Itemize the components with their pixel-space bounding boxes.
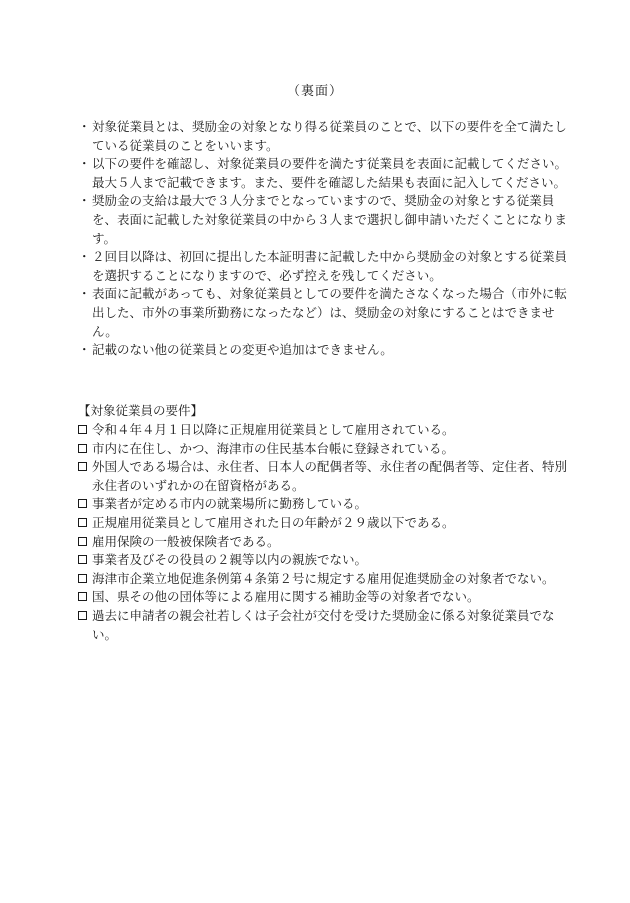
checkbox-square-icon xyxy=(78,611,87,620)
note-item xyxy=(78,155,578,192)
bullet-mark: ・ xyxy=(78,249,91,265)
checkbox-square-icon xyxy=(78,462,87,471)
bullet-mark: ・ xyxy=(78,342,91,358)
requirement-text: 事業者及びその役員の２親等以内の親族でない。 xyxy=(92,552,368,568)
requirement-item xyxy=(78,588,578,607)
requirement-text: 雇用保険の一般被保険者である。 xyxy=(92,533,280,549)
note-item xyxy=(78,341,578,360)
note-item xyxy=(78,192,578,248)
requirement-item xyxy=(78,421,578,440)
requirement-item xyxy=(78,495,578,514)
note-text: 対象従業員とは、奨励金の対象となり得る従業員のことで、以下の要件を全て満たしている従業員のことをいいます。 xyxy=(92,119,567,153)
requirement-text: 海津市企業立地促進条例第４条第２号に規定する雇用促進奨励金の対象者でない。 xyxy=(92,570,555,586)
checkbox-square-icon xyxy=(78,444,87,453)
bullet-mark: ・ xyxy=(78,119,91,134)
checkbox-square-icon xyxy=(78,537,87,546)
note-text: 奨励金の支給は最大で３人分までとなっていますので、奨励金の対象とする従業員を、表面に記載した対象従業員の中から３人まで選択し御申請いただくことになります。 xyxy=(92,193,568,246)
bullet-mark: ・ xyxy=(78,193,91,209)
requirement-text: 外国人である場合は、永住者、日本人の配偶者等、永住者の配偶者等、定住者、特別永住者のいずれかの在留資格がある。 xyxy=(92,459,568,493)
requirements-heading: 【対象従業員の要件】 xyxy=(78,403,204,418)
note-text: ２回目以降は、初回に提出した本証明書に記載した中から奨励金の対象とする従業員を選択することになりますので、必ず控えを残してください。 xyxy=(92,249,568,283)
checkbox-square-icon xyxy=(78,499,87,508)
requirement-text: 国、県その他の団体等による雇用に関する補助金等の対象者でない。 xyxy=(92,589,480,605)
page-title: （裏面） xyxy=(286,84,343,99)
bullet-mark: ・ xyxy=(78,156,91,172)
note-item xyxy=(78,248,578,285)
requirement-item xyxy=(78,458,578,495)
checkbox-square-icon xyxy=(78,425,87,434)
requirement-item xyxy=(78,533,578,552)
requirement-item xyxy=(78,551,578,570)
requirement-text: 事業者が定める市内の就業場所に勤務している。 xyxy=(92,496,368,512)
checkbox-square-icon xyxy=(78,592,87,601)
note-text: 表面に記載があっても、対象従業員としての要件を満たさなくなった場合（市外に転出した、市外の事業所勤務になったなど）は、奨励金の対象にすることはできません。 xyxy=(92,286,567,339)
checkbox-square-icon xyxy=(78,555,87,564)
note-text: 記載のない他の従業員との変更や追加はできません。 xyxy=(92,342,393,358)
note-item xyxy=(78,118,578,155)
requirements-list xyxy=(78,421,578,644)
requirement-item xyxy=(78,514,578,533)
requirement-text: 令和４年４月１日以降に正規雇用従業員として雇用されている。 xyxy=(92,422,455,437)
note-item xyxy=(78,285,578,341)
requirement-text: 正規雇用従業員として雇用された日の年齢が２９歳以下である。 xyxy=(92,514,455,530)
checkbox-square-icon xyxy=(78,574,87,583)
note-text: 以下の要件を確認し、対象従業員の要件を満たす従業員を表面に記載してください。最大５人まで記載できます。また、要件を確認した結果も表面に記入してください。 xyxy=(92,156,568,190)
bullet-mark: ・ xyxy=(78,286,91,302)
requirement-text: 過去に申請者の親会社若しくは子会社が交付を受けた奨励金に係る対象従業員でない。 xyxy=(92,607,555,642)
requirement-item xyxy=(78,607,578,644)
notes-list xyxy=(78,118,578,360)
checkbox-square-icon xyxy=(78,518,87,527)
requirement-text: 市内に在住し、かつ、海津市の住民基本台帳に登録されている。 xyxy=(92,440,455,456)
requirement-item xyxy=(78,570,578,589)
requirement-item xyxy=(78,440,578,459)
